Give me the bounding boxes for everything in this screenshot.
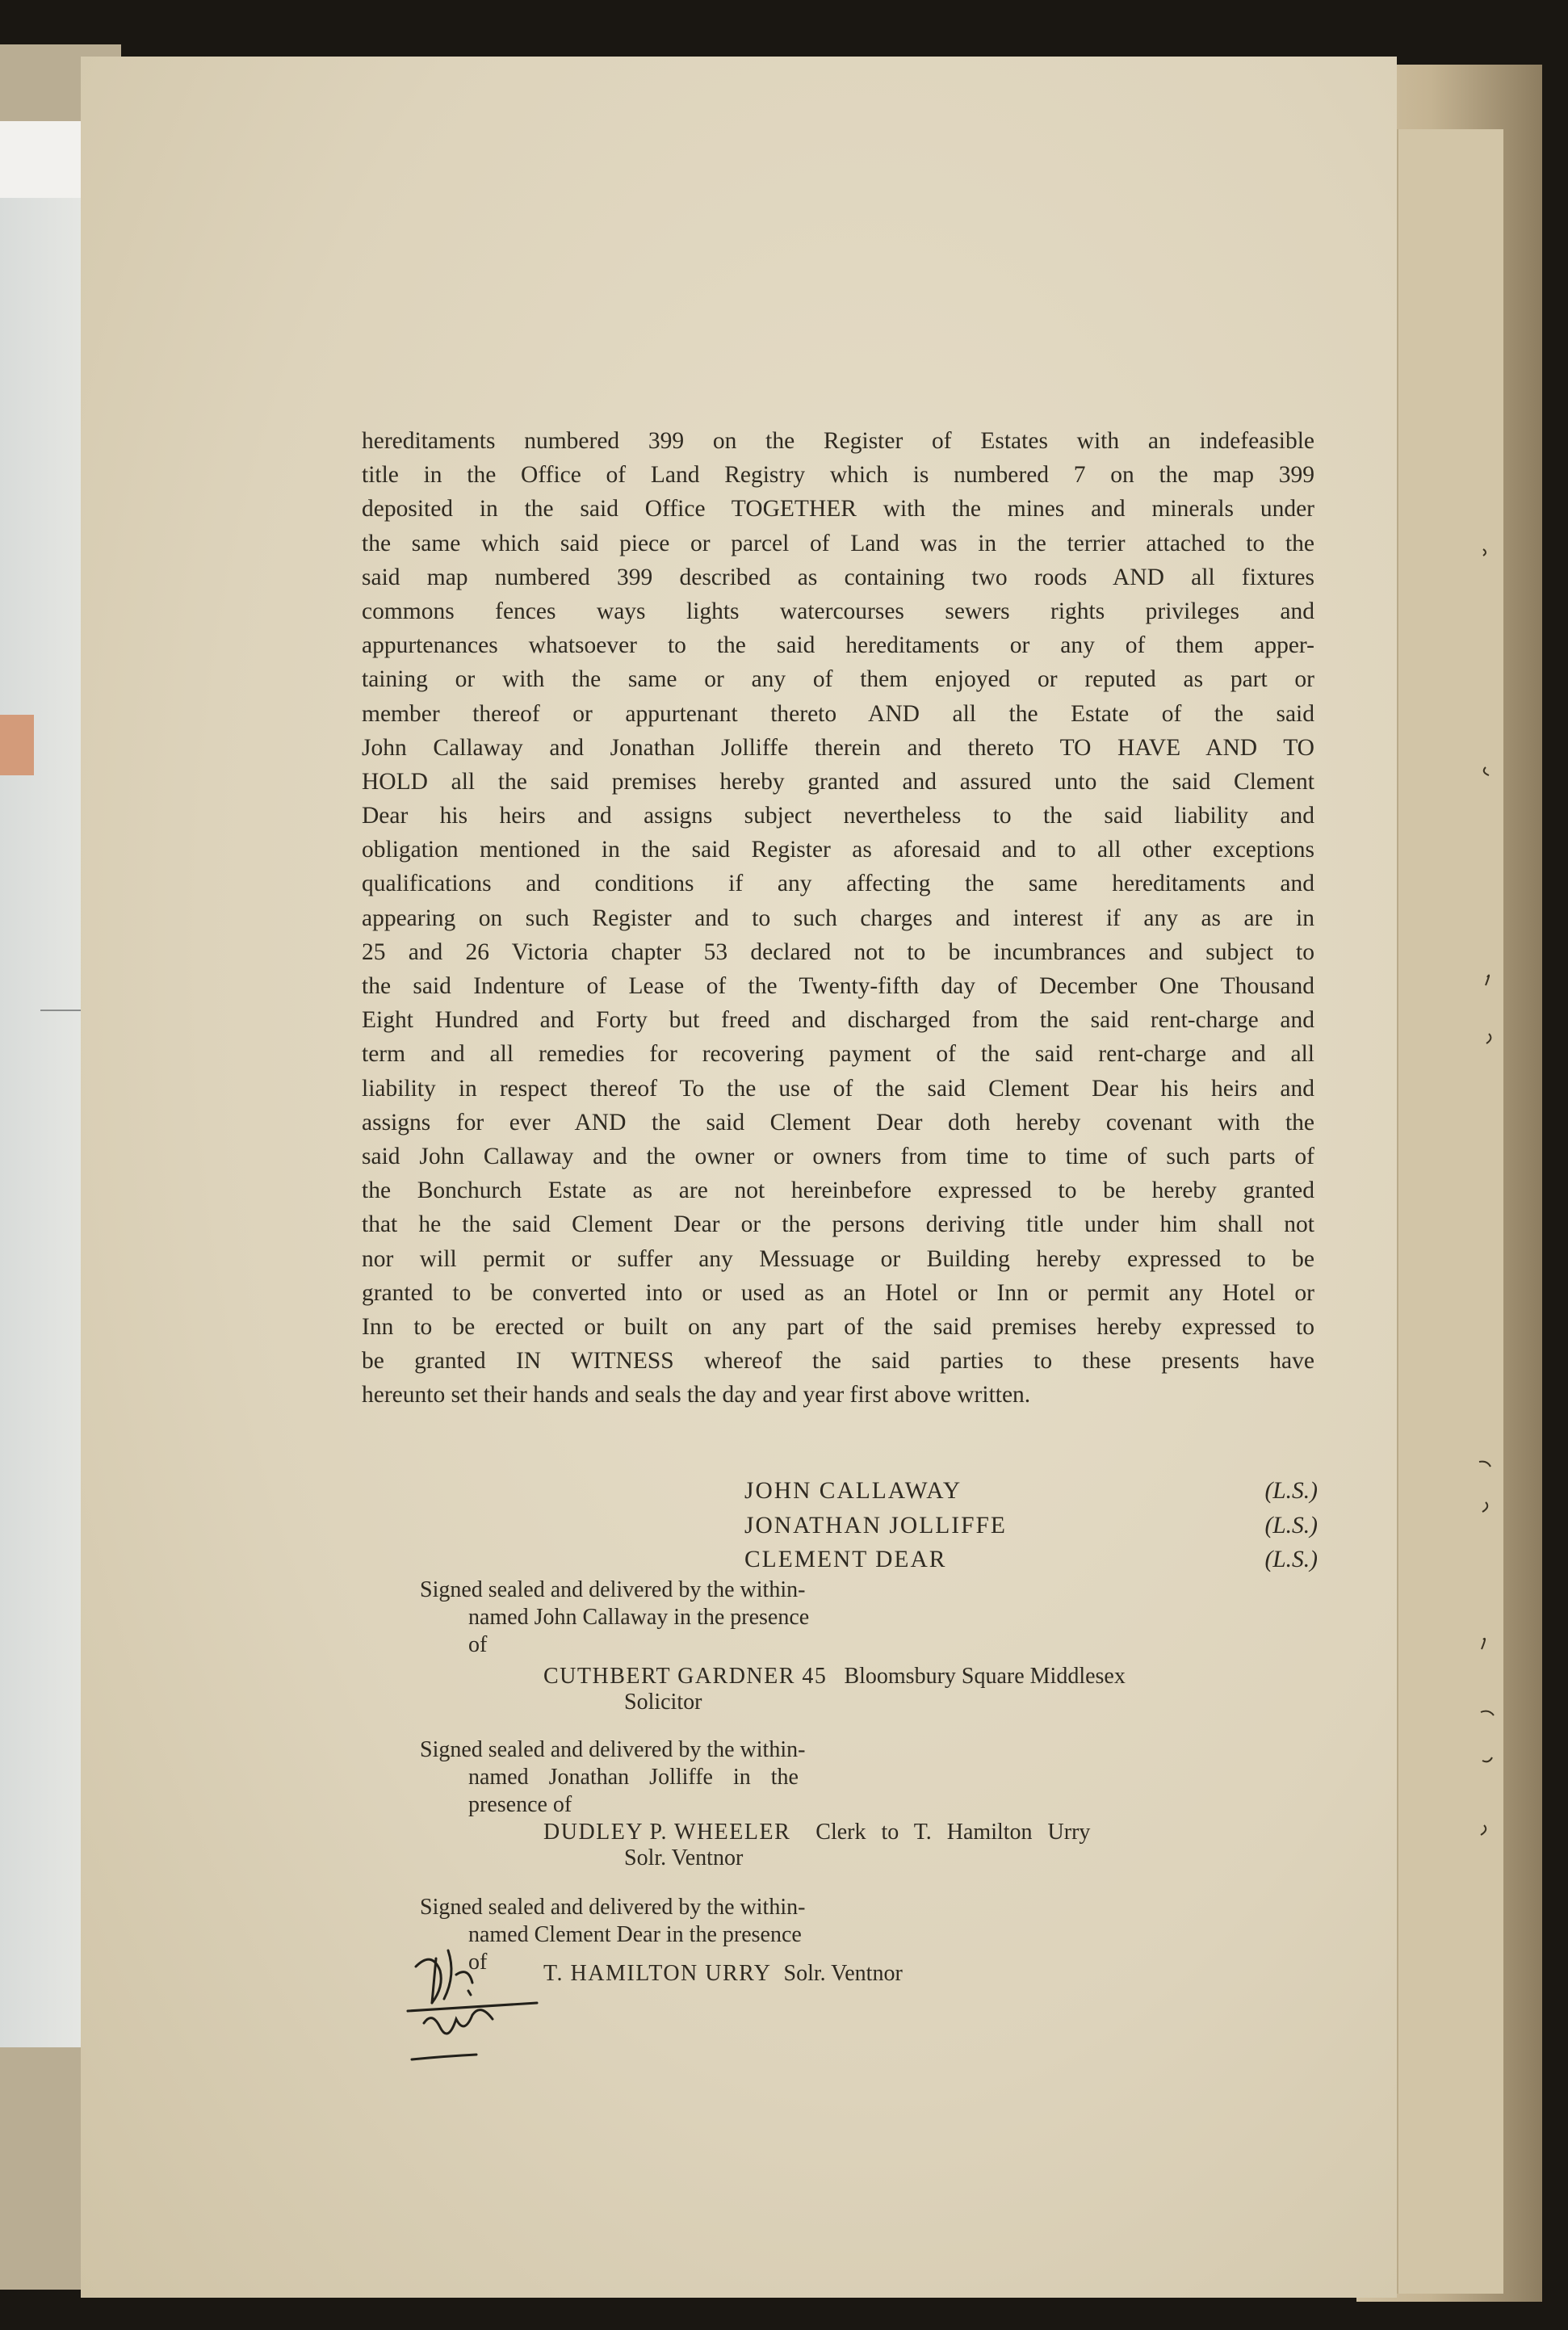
body-line: said map numbered 399 described as containing two roods AND all fixtures (362, 564, 1314, 590)
body-line: appurtenances whatsoever to the said hereditaments or any of them apper- (362, 632, 1314, 659)
signatory-name: CLEMENT DEAR (744, 1547, 947, 1572)
body-line: Dear his heirs and assigns subject nevertheless to the said liability and (362, 803, 1314, 829)
body-line: said John Callaway and the owner or owners from time to time of such parts of (362, 1143, 1314, 1169)
wax-seal-fragment (0, 715, 34, 775)
body-line: commons fences ways lights watercourses sewers rights privileges and (362, 598, 1314, 624)
signatory-row (744, 1509, 1318, 1543)
attestation-clause (420, 1736, 805, 1819)
seal-mark: (L.S.) (1264, 1547, 1318, 1572)
attestation-line: of (468, 1950, 488, 1975)
witness-address: Clerk to T. Hamilton Urry (815, 1820, 1091, 1845)
seal-mark: (L.S.) (1264, 1512, 1318, 1539)
attestation-line: Signed sealed and delivered by the within- (420, 1895, 806, 1920)
body-line: appearing on such Register and to such charges and interest if any as are in (362, 905, 1314, 931)
body-line: qualifications and conditions if any affecting the same hereditaments and (362, 871, 1314, 897)
body-line: the Bonchurch Estate as are not hereinbefore expressed to be hereby granted (362, 1178, 1314, 1204)
body-line: Inn to be erected or built on any part of the said premises hereby expressed to (362, 1313, 1314, 1340)
attestation-line: of (468, 1632, 488, 1657)
witness-name: DUDLEY P. WHEELER (543, 1820, 791, 1845)
body-line: John Callaway and Jonathan Jolliffe therein and thereto TO HAVE AND TO (362, 734, 1314, 761)
body-line: Eight Hundred and Forty but freed and discharged from the said rent-charge and (362, 1007, 1314, 1034)
body-line: taining or with the same or any of them enjoyed or reputed as part or (362, 666, 1314, 693)
body-line: member thereof or appurtenant thereto AND all the Estate of the said (362, 700, 1314, 727)
body-line: hereunto set their hands and seals the day and year first above written. (362, 1382, 1031, 1408)
right-edge-inner-sheet (1397, 129, 1503, 2294)
attestation-line: Signed sealed and delivered by the within- (420, 1737, 806, 1762)
body-line: obligation mentioned in the said Register as aforesaid and to all other exceptions (362, 837, 1314, 863)
body-line: liability in respect thereof To the use of the said Clement Dear his heirs and (362, 1075, 1314, 1102)
witness-role: Solicitor (624, 1690, 702, 1715)
attestation-line: Signed sealed and delivered by the within- (420, 1577, 806, 1602)
body-line: 25 and 26 Victoria chapter 53 declared not to be incumbrances and subject to (362, 938, 1314, 965)
witness-details (543, 1664, 1126, 1690)
signatory-row (744, 1474, 1318, 1509)
document-page (81, 57, 1397, 2298)
body-line: title in the Office of Land Registry which is numbered 7 on the map 399 (362, 462, 1314, 489)
witness-role: Solr. Ventnor (624, 1845, 744, 1870)
deed-body-text (362, 424, 1314, 1412)
attestation-line: named Jonathan Jolliffe in the (468, 1765, 799, 1790)
witness-name: CUTHBERT GARDNER 45 (543, 1664, 828, 1689)
body-line: granted to be converted into or used as an Hotel or Inn or permit any Hotel or (362, 1279, 1314, 1306)
body-line: nor will permit or suffer any Messuage or Building hereby expressed to be (362, 1245, 1314, 1272)
signatory-name: JONATHAN JOLLIFFE (744, 1512, 1007, 1539)
body-line: the same which said piece or parcel of Land was in the terrier attached to the (362, 530, 1314, 556)
body-line: assigns for ever AND the said Clement Dear doth hereby covenant with the (362, 1109, 1314, 1136)
body-line: that he the said Clement Dear or the persons deriving title under him shall not (362, 1211, 1314, 1238)
body-line: be granted IN WITNESS whereof the said parties to these presents have (362, 1348, 1314, 1375)
attestation-line: named John Callaway in the presence (468, 1605, 810, 1630)
body-line: the said Indenture of Lease of the Twenty-fifth day of December One Thousand (362, 973, 1314, 999)
attestation-clause (420, 1576, 809, 1659)
body-line: hereditaments numbered 399 on the Register of Estates with an indefeasible (362, 428, 1314, 454)
seal-mark: (L.S.) (1264, 1478, 1318, 1504)
signatory-name: JOHN CALLAWAY (744, 1478, 962, 1504)
witness-name: T. HAMILTON URRY (543, 1961, 772, 1986)
body-line: term and all remedies for recovering payment of the said rent-charge and all (362, 1041, 1314, 1068)
witness-details (543, 1820, 1090, 1845)
body-line: HOLD all the said premises hereby granted and assured unto the said Clement (362, 768, 1314, 795)
witness-details (543, 1961, 903, 1987)
body-line: deposited in the said Office TOGETHER with the mines and minerals under (362, 496, 1314, 523)
attestation-line: presence of (468, 1792, 572, 1817)
signatory-row (744, 1543, 1318, 1577)
handwriting-edge-marks (1398, 129, 1503, 2294)
witness-address: Bloomsbury Square Middlesex (844, 1664, 1126, 1689)
witness-address: Solr. Ventnor (783, 1961, 903, 1986)
signatories-block (744, 1474, 1318, 1577)
attestation-line: named Clement Dear in the presence (468, 1922, 802, 1947)
handwritten-initials (392, 1934, 553, 2080)
